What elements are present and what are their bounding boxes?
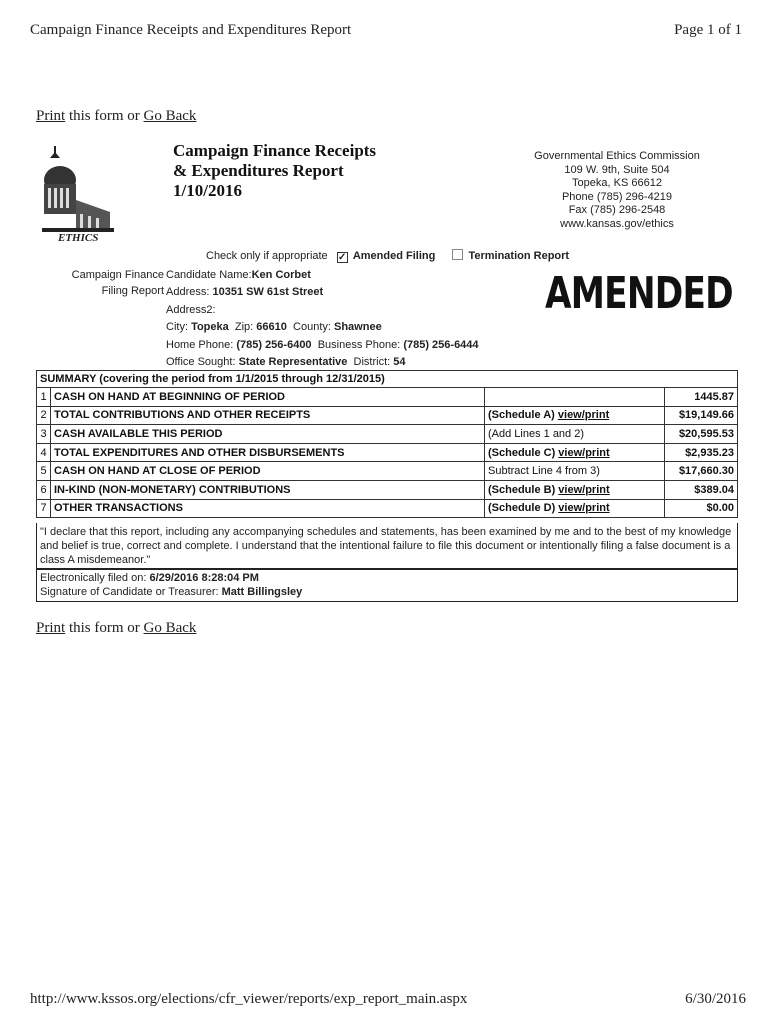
amended-filing-checkbox[interactable]: ✓ xyxy=(338,252,347,263)
efile-block xyxy=(36,568,738,602)
schedule-label: Subtract Line 4 from 3) xyxy=(488,465,600,478)
summary-row xyxy=(37,462,738,481)
candidate-office-row xyxy=(166,354,479,371)
report-date: 1/10/2016 xyxy=(173,181,242,200)
candidate-address-row xyxy=(166,284,479,301)
report-title-line1: Campaign Finance Receipts xyxy=(173,141,377,160)
nav-text: this form or xyxy=(68,620,140,636)
summary-line-amount: $17,660.30 xyxy=(665,462,738,481)
termination-report-label: Termination Report xyxy=(468,250,570,262)
print-link[interactable]: Print xyxy=(36,620,66,636)
summary-line-number: 6 xyxy=(37,480,51,499)
candidate-name-label: Candidate Name: xyxy=(166,269,252,281)
filing-report-label xyxy=(66,267,164,299)
summary-line-schedule xyxy=(485,499,665,518)
district-value: 54 xyxy=(393,356,406,369)
summary-line-amount: $20,595.53 xyxy=(665,425,738,444)
go-back-link[interactable]: Go Back xyxy=(143,620,197,636)
summary-line-schedule xyxy=(485,388,665,407)
agency-phone: Phone (785) 296-4219 xyxy=(561,190,673,203)
city-value: Topeka xyxy=(191,321,229,334)
candidate-phone-row xyxy=(166,337,479,354)
home-phone-label: Home Phone: xyxy=(166,338,234,351)
summary-line-number: 4 xyxy=(37,443,51,462)
summary-line-amount: $0.00 xyxy=(665,499,738,518)
summary-line-amount: 1445.87 xyxy=(665,388,738,407)
summary-line-number: 5 xyxy=(37,462,51,481)
candidate-info xyxy=(166,267,479,371)
candidate-name: Ken Corbet xyxy=(251,269,311,281)
report-title-line2: & Expenditures Report xyxy=(173,161,344,180)
section-label-1: Campaign Finance xyxy=(71,269,164,281)
termination-report-checkbox[interactable] xyxy=(452,249,463,260)
candidate-address2-row xyxy=(166,302,479,319)
print-header-page: Page 1 of 1 xyxy=(674,22,742,38)
nav-bottom xyxy=(36,620,196,637)
schedule-label: (Schedule B) xyxy=(488,483,556,496)
schedule-label: (Add Lines 1 and 2) xyxy=(488,427,585,440)
candidate-name-row xyxy=(166,267,479,284)
agency-web: www.kansas.gov/ethics xyxy=(560,217,674,230)
schedule-view-print-link[interactable]: view/print xyxy=(558,502,610,515)
summary-row xyxy=(37,480,738,499)
schedule-label: (Schedule D) xyxy=(488,502,556,515)
summary-line-schedule xyxy=(485,425,665,444)
summary-row xyxy=(37,499,738,518)
print-footer-url: http://www.kssos.org/elections/cfr_viewer/reports/exp_report_main.aspx xyxy=(30,991,468,1007)
amended-stamp: AMENDED xyxy=(545,268,733,319)
business-phone-value: (785) 256-6444 xyxy=(403,338,479,351)
summary-line-schedule xyxy=(485,480,665,499)
filed-row xyxy=(40,571,734,585)
print-header-title: Campaign Finance Receipts and Expenditures Report xyxy=(30,22,352,38)
summary-row xyxy=(37,388,738,407)
city-label: City: xyxy=(166,321,188,334)
signature-label: Signature of Candidate or Treasurer: xyxy=(40,586,219,598)
filed-value: 6/29/2016 8:28:04 PM xyxy=(149,572,259,584)
summary-line-description: TOTAL CONTRIBUTIONS AND OTHER RECEIPTS xyxy=(51,406,485,425)
filed-label: Electronically filed on: xyxy=(40,572,147,584)
summary-heading-row xyxy=(37,371,738,388)
logo-text: ETHICS xyxy=(58,232,99,242)
business-phone-label: Business Phone: xyxy=(317,338,401,351)
summary-line-number: 2 xyxy=(37,406,51,425)
schedule-view-print-link[interactable]: view/print xyxy=(558,483,610,496)
summary-row xyxy=(37,425,738,444)
summary-line-description: OTHER TRANSACTIONS xyxy=(51,499,485,518)
agency-name: Governmental Ethics Commission xyxy=(534,150,700,162)
agency-address: 109 W. 9th, Suite 504 xyxy=(564,163,670,176)
county-label: County: xyxy=(293,321,331,334)
summary-line-number: 3 xyxy=(37,425,51,444)
summary-heading: SUMMARY (covering the period from 1/1/2015 through 12/31/2015) xyxy=(37,371,738,388)
home-phone-value: (785) 256-6400 xyxy=(236,338,312,351)
schedule-label: (Schedule A) xyxy=(488,409,555,422)
filing-type-row xyxy=(206,249,569,263)
nav-text: this form or xyxy=(68,108,140,124)
schedule-view-print-link[interactable]: view/print xyxy=(557,409,610,422)
county-value: Shawnee xyxy=(334,321,382,334)
summary-line-description: IN-KIND (NON-MONETARY) CONTRIBUTIONS xyxy=(51,480,485,499)
office-label: Office Sought: xyxy=(166,356,236,369)
address-label: Address: xyxy=(166,286,210,299)
nav-top xyxy=(36,108,196,125)
print-footer-date: 6/30/2016 xyxy=(685,991,746,1007)
section-label-2: Filing Report xyxy=(101,285,164,297)
summary-line-description: CASH AVAILABLE THIS PERIOD xyxy=(51,425,485,444)
zip-label: Zip: xyxy=(234,321,254,334)
summary-line-amount: $19,149.66 xyxy=(665,406,738,425)
agency-fax: Fax (785) 296-2548 xyxy=(568,204,666,216)
summary-line-number: 7 xyxy=(37,499,51,518)
summary-table xyxy=(36,370,738,518)
report-title xyxy=(173,141,376,201)
summary-line-number: 1 xyxy=(37,388,51,407)
amended-filing-label: Amended Filing xyxy=(352,250,436,262)
filing-type-prompt: Check only if appropriate xyxy=(206,250,328,262)
summary-line-schedule xyxy=(485,406,665,425)
agency-city: Topeka, KS 66612 xyxy=(572,177,662,189)
capitol-seal-icon xyxy=(40,142,120,242)
go-back-link[interactable]: Go Back xyxy=(143,108,197,124)
summary-line-amount: $389.04 xyxy=(665,480,738,499)
signature-value: Matt Billingsley xyxy=(221,586,303,598)
address2-label: Address2: xyxy=(166,303,216,316)
office-value: State Representative xyxy=(238,356,348,369)
summary-line-description: CASH ON HAND AT BEGINNING OF PERIOD xyxy=(51,388,485,407)
address-value: 10351 SW 61st Street xyxy=(212,286,324,299)
declaration-text: "I declare that this report, including any accompanying schedules and statements, has been examined by me and to the best of my knowledge and belief is true, correct and complete. I understand that the intentional failure to file this document or intentionally filing a false document is a class A misdemeanor." xyxy=(36,523,738,570)
summary-line-description: TOTAL EXPENDITURES AND OTHER DISBURSEMENTS xyxy=(51,443,485,462)
summary-line-schedule xyxy=(485,443,665,462)
candidate-city-row xyxy=(166,319,479,336)
summary-line-schedule xyxy=(485,462,665,481)
signature-row xyxy=(40,585,734,599)
schedule-label: (Schedule C) xyxy=(488,446,556,459)
district-label: District: xyxy=(353,356,391,369)
zip-value: 66610 xyxy=(256,321,287,334)
schedule-view-print-link[interactable]: view/print xyxy=(558,446,610,459)
summary-line-amount: $2,935.23 xyxy=(665,443,738,462)
agency-block xyxy=(522,150,712,231)
print-link[interactable]: Print xyxy=(36,108,66,124)
summary-row xyxy=(37,443,738,462)
summary-line-description: CASH ON HAND AT CLOSE OF PERIOD xyxy=(51,462,485,481)
summary-row xyxy=(37,406,738,425)
